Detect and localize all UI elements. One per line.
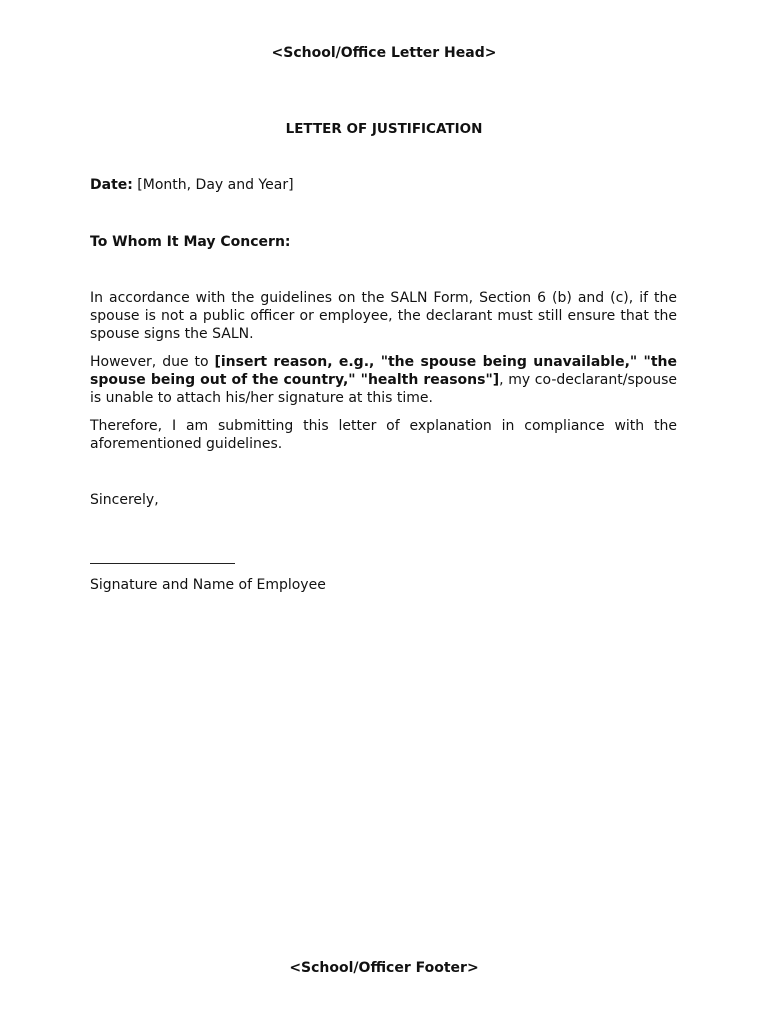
signature-caption: Signature and Name of Employee [90, 577, 326, 593]
paragraph-reason-before: However, due to [90, 354, 215, 370]
date-label: Date: [90, 177, 133, 193]
closing: Sincerely, [90, 492, 159, 508]
paragraph-reason-placeholder: [insert reason, e.g., "the spouse being unavailable," "the spouse being out of the country," "health reasons"] [90, 354, 677, 388]
date-line [90, 176, 677, 194]
letterhead-placeholder: <School/Office Letter Head> [271, 45, 497, 61]
paragraph-reason [90, 353, 677, 407]
document-title: LETTER OF JUSTIFICATION [285, 121, 483, 137]
paragraph-guidelines: In accordance with the guidelines on the SALN Form, Section 6 (b) and (c), if the spouse is not a public officer or employee, the declarant must still ensure that the spouse signs the SALN. [90, 290, 677, 342]
signature-line [90, 563, 235, 564]
paragraph-compliance: Therefore, I am submitting this letter of explanation in compliance with the aforementioned guidelines. [90, 418, 677, 452]
salutation: To Whom It May Concern: [90, 234, 291, 250]
date-value: [Month, Day and Year] [132, 177, 294, 193]
footer-placeholder: <School/Officer Footer> [289, 960, 479, 976]
paragraph-reason-after: , my co-declarant/spouse is unable to attach his/her signature at this time. [90, 372, 677, 406]
